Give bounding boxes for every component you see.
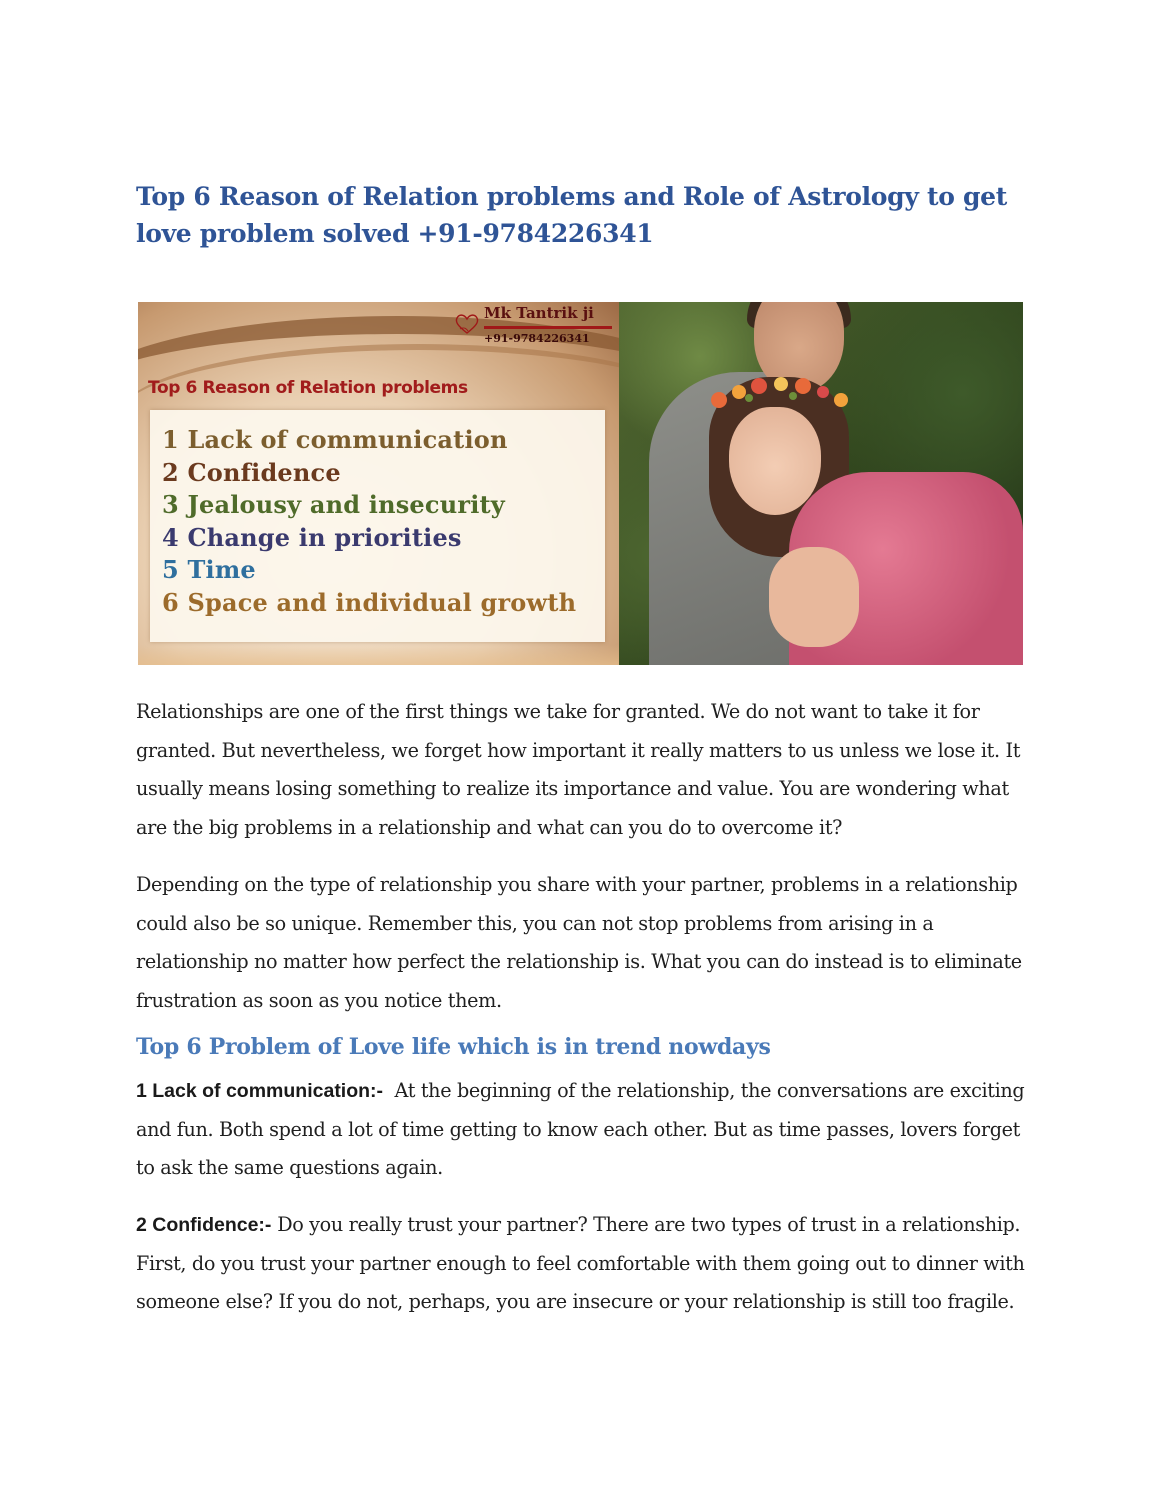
reason-item: 6 Space and individual growth: [162, 587, 577, 617]
second-paragraph: Depending on the type of relationship you share with your partner, problems in a relationship could also be so unique. Remember this, you can not stop problems from arising in a relationship no matter how perfect the relationship is. What you can do instead is to eliminate frustration as soon as you notice them.: [136, 873, 1022, 1012]
decorative-glow: [138, 645, 619, 665]
brand-name: Mk Tantrik ji: [484, 304, 594, 322]
reasons-card: [150, 410, 605, 642]
photo-woman-arm: [769, 547, 859, 647]
reason-item: 4 Change in priorities: [162, 522, 462, 552]
intro-paragraph: Relationships are one of the first things we take for granted. We do not want to take it for granted. But nevertheless, we forget how important it really matters to us unless we lose it. It usually means losing something to realize its importance and value. You are wondering what are the big problems in a relationship and what can you do to overcome it?: [136, 700, 1021, 839]
problem-point-text: Do you really trust your partner? There are two types of trust in a relationship. First, do you trust your partner enough to feel comfortable with them going out to dinner with someone else? If you do not, perhaps, you are insecure or your relationship is still too fragile.: [136, 1213, 1025, 1313]
problem-point-lead: 1 Lack of communication:-: [136, 1080, 384, 1102]
photo-woman-face: [729, 407, 821, 515]
banner-heading: Top 6 Reason of Relation problems: [148, 378, 468, 398]
reason-item: 5 Time: [162, 555, 256, 584]
flower-crown-icon: [699, 372, 859, 412]
reason-item: 1 Lack of communication: [162, 425, 508, 454]
banner-text-panel: [138, 302, 619, 665]
reason-item: 2 Confidence: [162, 457, 341, 487]
problem-point-lead: 2 Confidence:-: [136, 1214, 272, 1236]
problem-point: [136, 1206, 1026, 1322]
couple-photo: [619, 302, 1023, 665]
brand-divider: [484, 326, 612, 329]
reason-item: 3 Jealousy and insecurity: [162, 490, 505, 519]
reasons-list: [150, 410, 605, 619]
document-title: Top 6 Reason of Relation problems and Role of Astrology to get love problem solved +91-9784226341: [136, 182, 1008, 248]
problem-point-text: At the beginning of the relationship, the conversations are exciting and fun. Both spend a lot of time getting to know each other. But as time passes, lovers forget to ask the same questions again.: [136, 1079, 1025, 1179]
brand-logo: [484, 304, 619, 350]
problem-point: [136, 1072, 1026, 1188]
heart-icon: [454, 312, 480, 336]
banner-image: [138, 302, 1023, 665]
section-heading: Top 6 Problem of Love life which is in trend nowdays: [136, 1034, 771, 1060]
brand-phone: +91-9784226341: [484, 332, 590, 345]
